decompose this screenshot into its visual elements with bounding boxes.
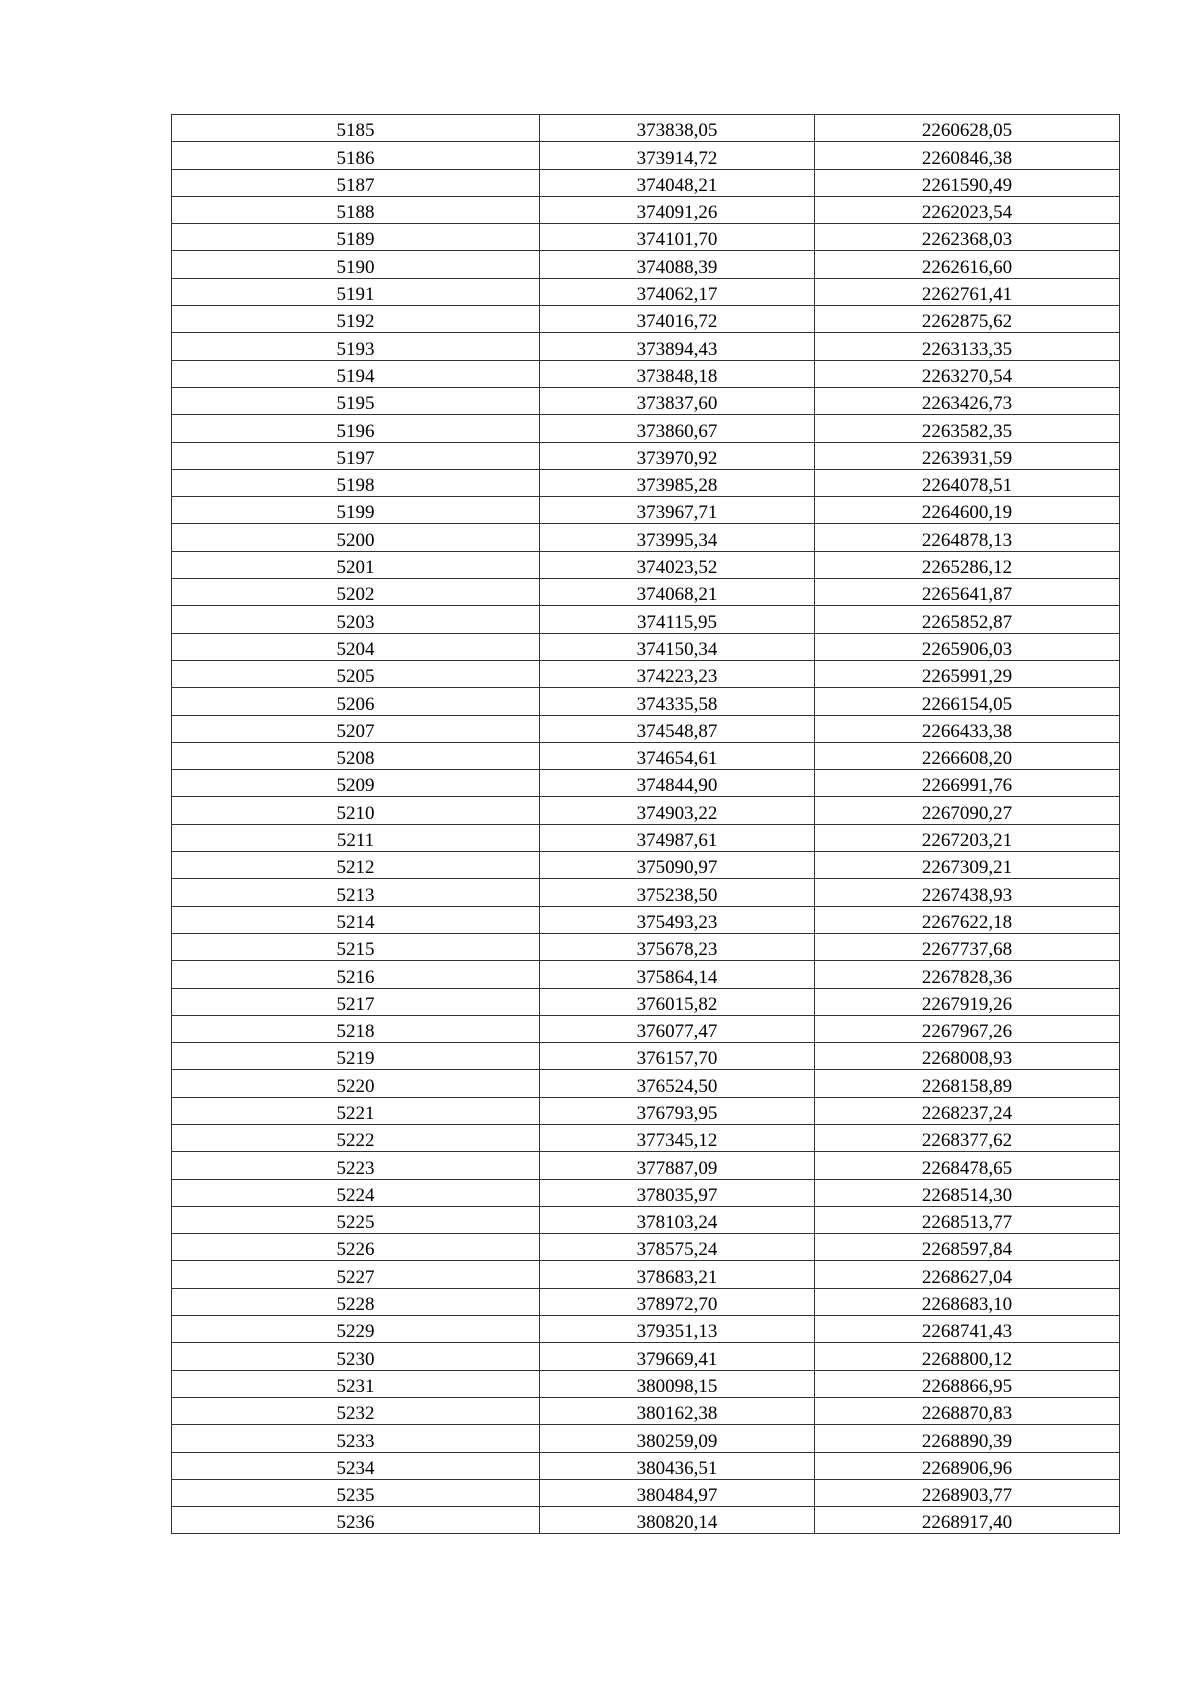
y-coordinate-cell: 2266154,05 bbox=[815, 688, 1120, 715]
x-coordinate-cell: 374654,61 bbox=[540, 742, 815, 769]
point-number-cell: 5230 bbox=[172, 1343, 540, 1370]
table-row bbox=[172, 387, 1120, 414]
y-coordinate-cell: 2268377,62 bbox=[815, 1124, 1120, 1151]
point-number-cell: 5202 bbox=[172, 579, 540, 606]
x-coordinate-cell: 373967,71 bbox=[540, 497, 815, 524]
table-row bbox=[172, 442, 1120, 469]
y-coordinate-cell: 2265286,12 bbox=[815, 551, 1120, 578]
x-coordinate-cell: 374844,90 bbox=[540, 770, 815, 797]
x-coordinate-cell: 373995,34 bbox=[540, 524, 815, 551]
point-number-cell: 5188 bbox=[172, 196, 540, 223]
x-coordinate-cell: 374150,34 bbox=[540, 633, 815, 660]
point-number-cell: 5189 bbox=[172, 224, 540, 251]
x-coordinate-cell: 377887,09 bbox=[540, 1152, 815, 1179]
x-coordinate-cell: 373837,60 bbox=[540, 387, 815, 414]
x-coordinate-cell: 375678,23 bbox=[540, 933, 815, 960]
y-coordinate-cell: 2265906,03 bbox=[815, 633, 1120, 660]
table-row bbox=[172, 1261, 1120, 1288]
table-row bbox=[172, 1097, 1120, 1124]
table-row bbox=[172, 879, 1120, 906]
table-row bbox=[172, 1124, 1120, 1151]
y-coordinate-cell: 2268683,10 bbox=[815, 1288, 1120, 1315]
y-coordinate-cell: 2264878,13 bbox=[815, 524, 1120, 551]
y-coordinate-cell: 2263426,73 bbox=[815, 387, 1120, 414]
x-coordinate-cell: 373838,05 bbox=[540, 115, 815, 142]
y-coordinate-cell: 2268890,39 bbox=[815, 1425, 1120, 1452]
x-coordinate-cell: 374062,17 bbox=[540, 278, 815, 305]
x-coordinate-cell: 378103,24 bbox=[540, 1206, 815, 1233]
x-coordinate-cell: 374091,26 bbox=[540, 196, 815, 223]
point-number-cell: 5210 bbox=[172, 797, 540, 824]
point-number-cell: 5228 bbox=[172, 1288, 540, 1315]
point-number-cell: 5187 bbox=[172, 169, 540, 196]
point-number-cell: 5213 bbox=[172, 879, 540, 906]
table-row bbox=[172, 1452, 1120, 1479]
point-number-cell: 5185 bbox=[172, 115, 540, 142]
x-coordinate-cell: 373970,92 bbox=[540, 442, 815, 469]
table-row bbox=[172, 306, 1120, 333]
x-coordinate-cell: 373894,43 bbox=[540, 333, 815, 360]
table-row bbox=[172, 797, 1120, 824]
x-coordinate-cell: 374548,87 bbox=[540, 715, 815, 742]
y-coordinate-cell: 2262023,54 bbox=[815, 196, 1120, 223]
table-row bbox=[172, 142, 1120, 169]
y-coordinate-cell: 2267737,68 bbox=[815, 933, 1120, 960]
y-coordinate-cell: 2264078,51 bbox=[815, 469, 1120, 496]
y-coordinate-cell: 2268478,65 bbox=[815, 1152, 1120, 1179]
table-row bbox=[172, 1425, 1120, 1452]
y-coordinate-cell: 2268237,24 bbox=[815, 1097, 1120, 1124]
y-coordinate-cell: 2268008,93 bbox=[815, 1043, 1120, 1070]
x-coordinate-cell: 380820,14 bbox=[540, 1507, 815, 1534]
point-number-cell: 5205 bbox=[172, 660, 540, 687]
table-row bbox=[172, 1288, 1120, 1315]
y-coordinate-cell: 2268741,43 bbox=[815, 1316, 1120, 1343]
y-coordinate-cell: 2260846,38 bbox=[815, 142, 1120, 169]
x-coordinate-cell: 375493,23 bbox=[540, 906, 815, 933]
y-coordinate-cell: 2268514,30 bbox=[815, 1179, 1120, 1206]
point-number-cell: 5233 bbox=[172, 1425, 540, 1452]
table-row bbox=[172, 333, 1120, 360]
x-coordinate-cell: 380098,15 bbox=[540, 1370, 815, 1397]
y-coordinate-cell: 2264600,19 bbox=[815, 497, 1120, 524]
point-number-cell: 5220 bbox=[172, 1070, 540, 1097]
table-row bbox=[172, 579, 1120, 606]
x-coordinate-cell: 373985,28 bbox=[540, 469, 815, 496]
table-row bbox=[172, 360, 1120, 387]
y-coordinate-cell: 2262368,03 bbox=[815, 224, 1120, 251]
point-number-cell: 5191 bbox=[172, 278, 540, 305]
table-row bbox=[172, 1507, 1120, 1534]
table-row bbox=[172, 660, 1120, 687]
x-coordinate-cell: 374048,21 bbox=[540, 169, 815, 196]
table-row bbox=[172, 852, 1120, 879]
point-number-cell: 5222 bbox=[172, 1124, 540, 1151]
point-number-cell: 5225 bbox=[172, 1206, 540, 1233]
x-coordinate-cell: 374223,23 bbox=[540, 660, 815, 687]
table-row bbox=[172, 524, 1120, 551]
point-number-cell: 5209 bbox=[172, 770, 540, 797]
point-number-cell: 5231 bbox=[172, 1370, 540, 1397]
point-number-cell: 5232 bbox=[172, 1397, 540, 1424]
y-coordinate-cell: 2268906,96 bbox=[815, 1452, 1120, 1479]
point-number-cell: 5215 bbox=[172, 933, 540, 960]
point-number-cell: 5203 bbox=[172, 606, 540, 633]
y-coordinate-cell: 2268870,83 bbox=[815, 1397, 1120, 1424]
table-row bbox=[172, 1206, 1120, 1233]
y-coordinate-cell: 2267828,36 bbox=[815, 961, 1120, 988]
y-coordinate-cell: 2268597,84 bbox=[815, 1234, 1120, 1261]
x-coordinate-cell: 374088,39 bbox=[540, 251, 815, 278]
y-coordinate-cell: 2268627,04 bbox=[815, 1261, 1120, 1288]
point-number-cell: 5217 bbox=[172, 988, 540, 1015]
point-number-cell: 5229 bbox=[172, 1316, 540, 1343]
x-coordinate-cell: 378575,24 bbox=[540, 1234, 815, 1261]
y-coordinate-cell: 2267438,93 bbox=[815, 879, 1120, 906]
table-row bbox=[172, 224, 1120, 251]
point-number-cell: 5236 bbox=[172, 1507, 540, 1534]
y-coordinate-cell: 2267622,18 bbox=[815, 906, 1120, 933]
table-row bbox=[172, 961, 1120, 988]
table-row bbox=[172, 251, 1120, 278]
x-coordinate-cell: 373848,18 bbox=[540, 360, 815, 387]
point-number-cell: 5211 bbox=[172, 824, 540, 851]
y-coordinate-cell: 2262761,41 bbox=[815, 278, 1120, 305]
y-coordinate-cell: 2267309,21 bbox=[815, 852, 1120, 879]
table-row bbox=[172, 933, 1120, 960]
point-number-cell: 5199 bbox=[172, 497, 540, 524]
point-number-cell: 5201 bbox=[172, 551, 540, 578]
point-number-cell: 5190 bbox=[172, 251, 540, 278]
x-coordinate-cell: 374101,70 bbox=[540, 224, 815, 251]
table-row bbox=[172, 1043, 1120, 1070]
y-coordinate-cell: 2268513,77 bbox=[815, 1206, 1120, 1233]
point-number-cell: 5200 bbox=[172, 524, 540, 551]
point-number-cell: 5214 bbox=[172, 906, 540, 933]
y-coordinate-cell: 2265991,29 bbox=[815, 660, 1120, 687]
table-row bbox=[172, 1234, 1120, 1261]
x-coordinate-cell: 380484,97 bbox=[540, 1479, 815, 1506]
x-coordinate-cell: 376793,95 bbox=[540, 1097, 815, 1124]
x-coordinate-cell: 374068,21 bbox=[540, 579, 815, 606]
y-coordinate-cell: 2263133,35 bbox=[815, 333, 1120, 360]
point-number-cell: 5221 bbox=[172, 1097, 540, 1124]
y-coordinate-cell: 2267090,27 bbox=[815, 797, 1120, 824]
x-coordinate-cell: 374335,58 bbox=[540, 688, 815, 715]
point-number-cell: 5226 bbox=[172, 1234, 540, 1261]
table-row bbox=[172, 1397, 1120, 1424]
x-coordinate-cell: 376077,47 bbox=[540, 1015, 815, 1042]
point-number-cell: 5197 bbox=[172, 442, 540, 469]
y-coordinate-cell: 2267967,26 bbox=[815, 1015, 1120, 1042]
x-coordinate-cell: 376015,82 bbox=[540, 988, 815, 1015]
y-coordinate-cell: 2263582,35 bbox=[815, 415, 1120, 442]
point-number-cell: 5223 bbox=[172, 1152, 540, 1179]
table-row bbox=[172, 742, 1120, 769]
x-coordinate-cell: 380162,38 bbox=[540, 1397, 815, 1424]
table-row bbox=[172, 1070, 1120, 1097]
coordinates-table bbox=[171, 114, 1120, 1534]
table-row bbox=[172, 770, 1120, 797]
y-coordinate-cell: 2262875,62 bbox=[815, 306, 1120, 333]
y-coordinate-cell: 2267203,21 bbox=[815, 824, 1120, 851]
y-coordinate-cell: 2265852,87 bbox=[815, 606, 1120, 633]
point-number-cell: 5196 bbox=[172, 415, 540, 442]
x-coordinate-cell: 380259,09 bbox=[540, 1425, 815, 1452]
x-coordinate-cell: 379669,41 bbox=[540, 1343, 815, 1370]
point-number-cell: 5194 bbox=[172, 360, 540, 387]
table-row bbox=[172, 606, 1120, 633]
x-coordinate-cell: 375090,97 bbox=[540, 852, 815, 879]
table-row bbox=[172, 633, 1120, 660]
table-row bbox=[172, 1343, 1120, 1370]
x-coordinate-cell: 375238,50 bbox=[540, 879, 815, 906]
y-coordinate-cell: 2268917,40 bbox=[815, 1507, 1120, 1534]
x-coordinate-cell: 377345,12 bbox=[540, 1124, 815, 1151]
point-number-cell: 5234 bbox=[172, 1452, 540, 1479]
point-number-cell: 5219 bbox=[172, 1043, 540, 1070]
table-row bbox=[172, 551, 1120, 578]
table-row bbox=[172, 906, 1120, 933]
table-row bbox=[172, 196, 1120, 223]
table-row bbox=[172, 497, 1120, 524]
table-row bbox=[172, 715, 1120, 742]
y-coordinate-cell: 2261590,49 bbox=[815, 169, 1120, 196]
table-row bbox=[172, 1370, 1120, 1397]
table-row bbox=[172, 988, 1120, 1015]
table-row bbox=[172, 824, 1120, 851]
table-row bbox=[172, 1015, 1120, 1042]
x-coordinate-cell: 376524,50 bbox=[540, 1070, 815, 1097]
table-row bbox=[172, 115, 1120, 142]
y-coordinate-cell: 2268903,77 bbox=[815, 1479, 1120, 1506]
x-coordinate-cell: 376157,70 bbox=[540, 1043, 815, 1070]
point-number-cell: 5198 bbox=[172, 469, 540, 496]
x-coordinate-cell: 374016,72 bbox=[540, 306, 815, 333]
point-number-cell: 5218 bbox=[172, 1015, 540, 1042]
point-number-cell: 5216 bbox=[172, 961, 540, 988]
point-number-cell: 5204 bbox=[172, 633, 540, 660]
table-row bbox=[172, 1479, 1120, 1506]
x-coordinate-cell: 379351,13 bbox=[540, 1316, 815, 1343]
y-coordinate-cell: 2266608,20 bbox=[815, 742, 1120, 769]
table-row bbox=[172, 1179, 1120, 1206]
table-row bbox=[172, 278, 1120, 305]
point-number-cell: 5186 bbox=[172, 142, 540, 169]
y-coordinate-cell: 2267919,26 bbox=[815, 988, 1120, 1015]
point-number-cell: 5206 bbox=[172, 688, 540, 715]
table-row bbox=[172, 415, 1120, 442]
x-coordinate-cell: 374115,95 bbox=[540, 606, 815, 633]
y-coordinate-cell: 2260628,05 bbox=[815, 115, 1120, 142]
y-coordinate-cell: 2268158,89 bbox=[815, 1070, 1120, 1097]
y-coordinate-cell: 2263270,54 bbox=[815, 360, 1120, 387]
point-number-cell: 5212 bbox=[172, 852, 540, 879]
point-number-cell: 5192 bbox=[172, 306, 540, 333]
y-coordinate-cell: 2268800,12 bbox=[815, 1343, 1120, 1370]
x-coordinate-cell: 380436,51 bbox=[540, 1452, 815, 1479]
x-coordinate-cell: 375864,14 bbox=[540, 961, 815, 988]
x-coordinate-cell: 378035,97 bbox=[540, 1179, 815, 1206]
y-coordinate-cell: 2262616,60 bbox=[815, 251, 1120, 278]
point-number-cell: 5235 bbox=[172, 1479, 540, 1506]
coordinates-table-body bbox=[172, 115, 1120, 1534]
table-row bbox=[172, 169, 1120, 196]
y-coordinate-cell: 2263931,59 bbox=[815, 442, 1120, 469]
point-number-cell: 5207 bbox=[172, 715, 540, 742]
point-number-cell: 5195 bbox=[172, 387, 540, 414]
point-number-cell: 5208 bbox=[172, 742, 540, 769]
table-row bbox=[172, 1316, 1120, 1343]
x-coordinate-cell: 373860,67 bbox=[540, 415, 815, 442]
x-coordinate-cell: 373914,72 bbox=[540, 142, 815, 169]
y-coordinate-cell: 2268866,95 bbox=[815, 1370, 1120, 1397]
point-number-cell: 5224 bbox=[172, 1179, 540, 1206]
x-coordinate-cell: 378972,70 bbox=[540, 1288, 815, 1315]
table-row bbox=[172, 469, 1120, 496]
point-number-cell: 5227 bbox=[172, 1261, 540, 1288]
x-coordinate-cell: 374987,61 bbox=[540, 824, 815, 851]
y-coordinate-cell: 2265641,87 bbox=[815, 579, 1120, 606]
table-row bbox=[172, 688, 1120, 715]
x-coordinate-cell: 374903,22 bbox=[540, 797, 815, 824]
y-coordinate-cell: 2266433,38 bbox=[815, 715, 1120, 742]
point-number-cell: 5193 bbox=[172, 333, 540, 360]
x-coordinate-cell: 374023,52 bbox=[540, 551, 815, 578]
y-coordinate-cell: 2266991,76 bbox=[815, 770, 1120, 797]
x-coordinate-cell: 378683,21 bbox=[540, 1261, 815, 1288]
table-row bbox=[172, 1152, 1120, 1179]
